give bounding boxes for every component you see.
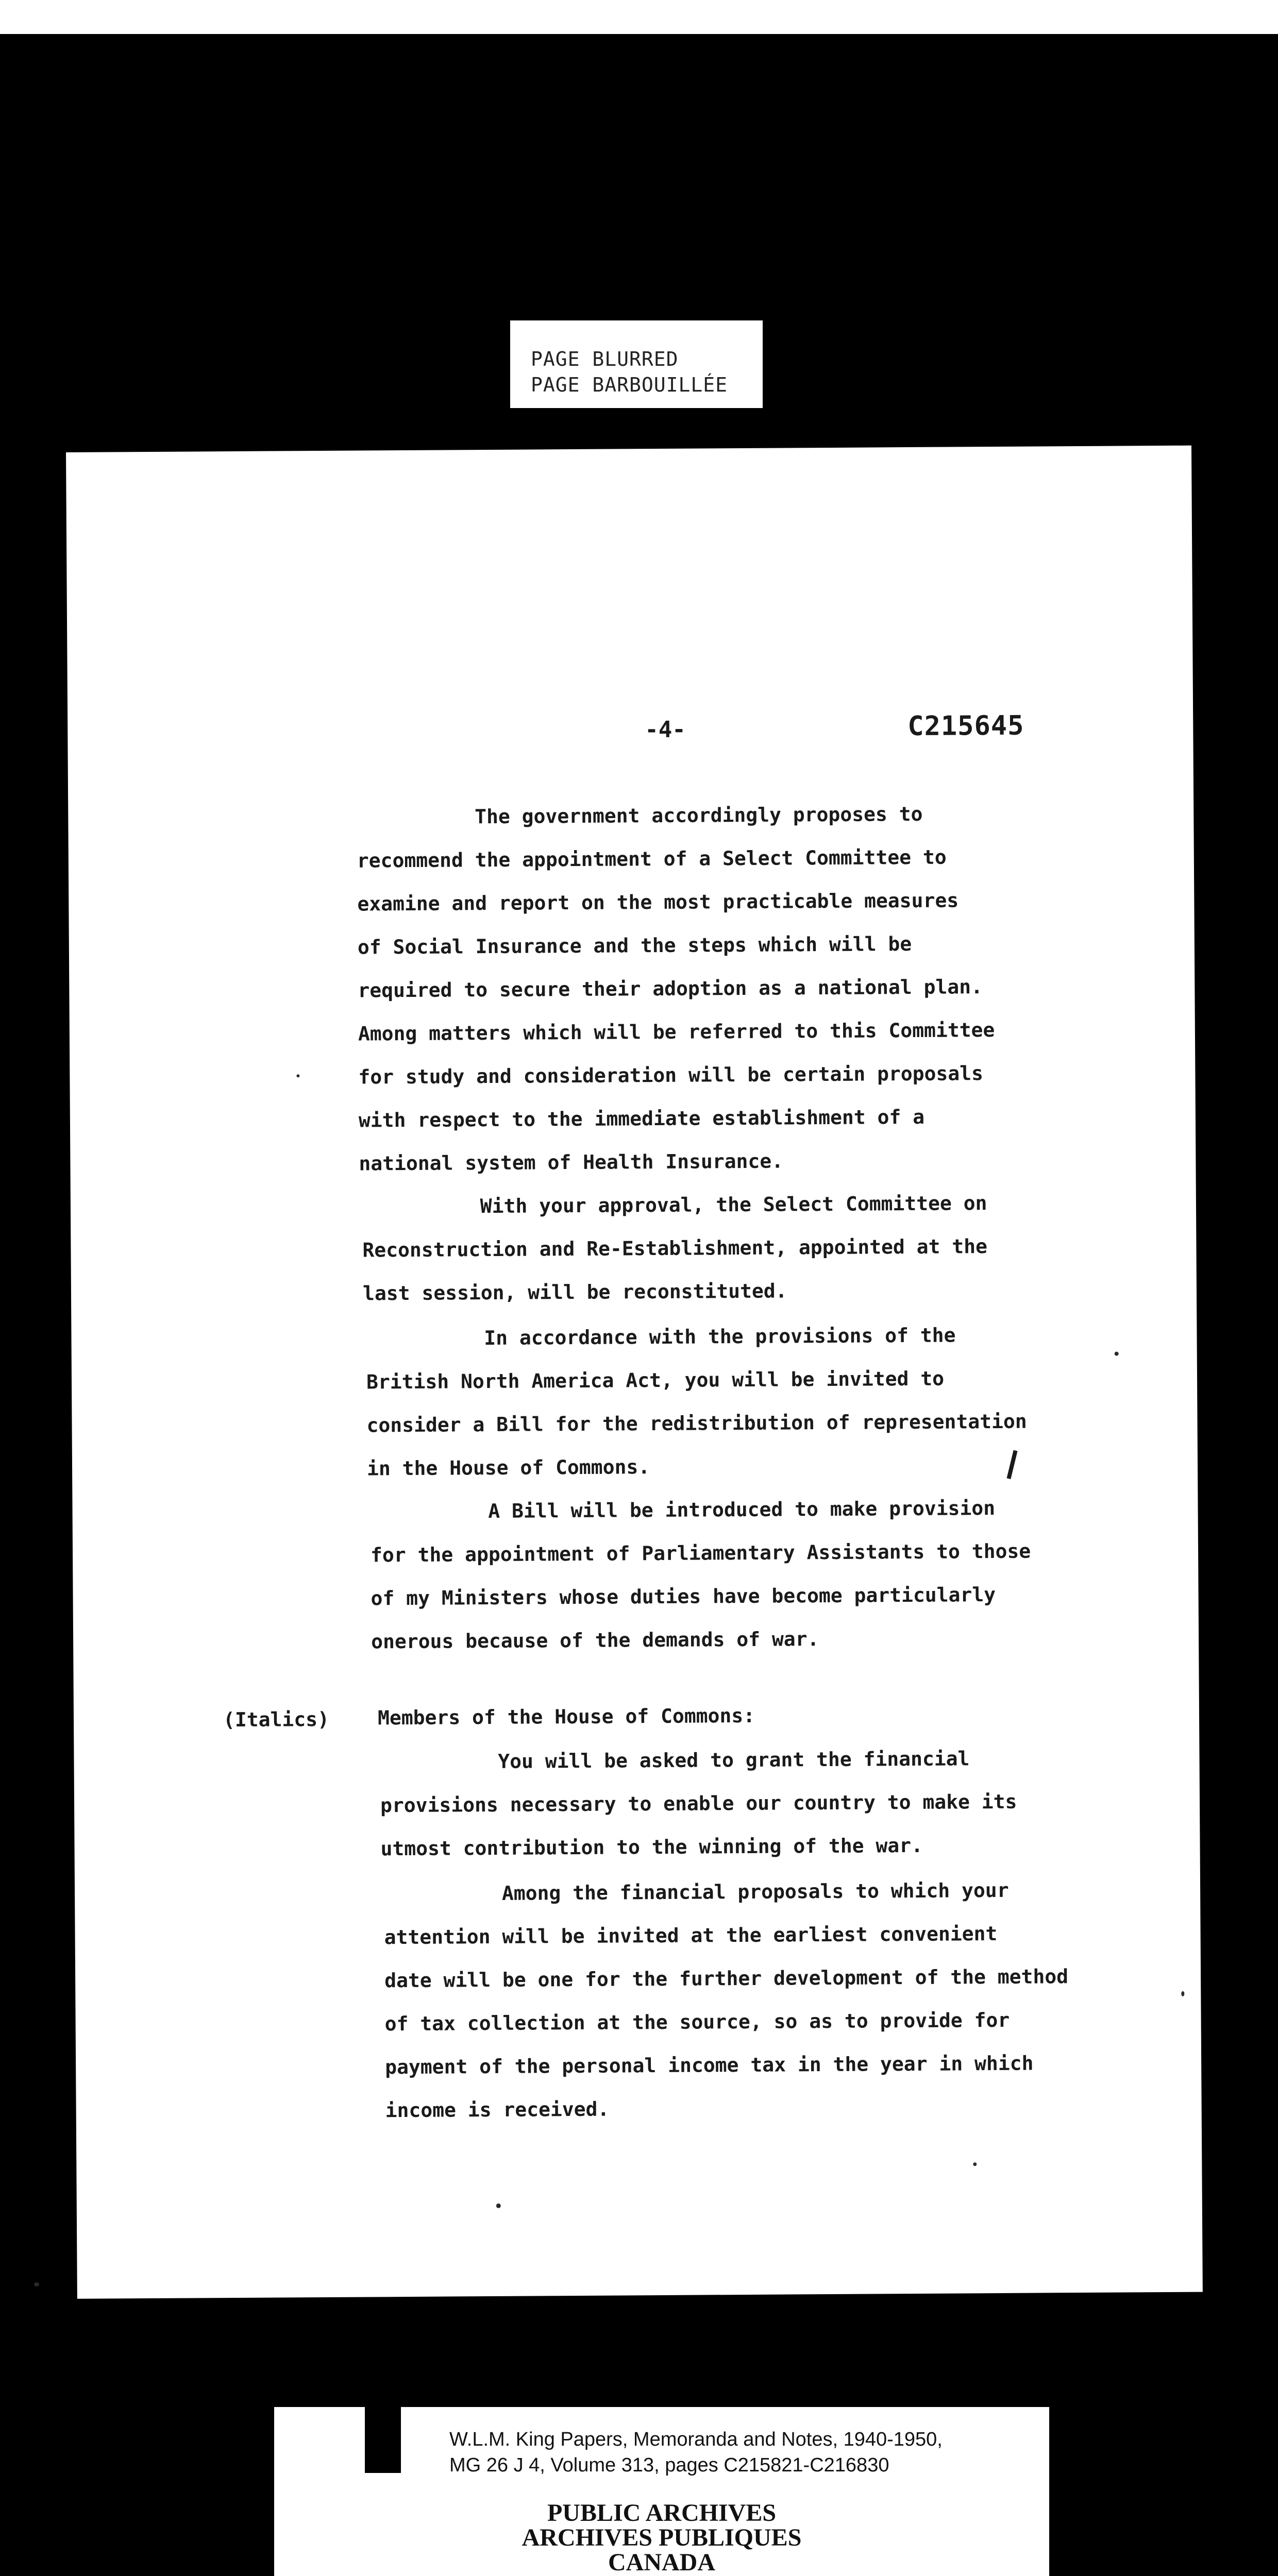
text-line: With your approval, the Select Committee on (362, 1192, 987, 1218)
label-notch-right (1055, 2407, 1086, 2473)
text-line: provisions necessary to enable our country to make its (380, 1790, 1017, 1817)
text-line: Reconstruction and Re-Establishment, appointed at the (362, 1235, 988, 1262)
blur-notice-english: PAGE BLURRED (531, 348, 679, 370)
text-line: payment of the personal income tax in the year in which (385, 2052, 1034, 2079)
text-line: consider a Bill for the redistribution of representation (366, 1410, 1027, 1437)
text-line: Among the financial proposals to which your (383, 1878, 1009, 1906)
blur-notice-french: PAGE BARBOUILLÉE (531, 374, 728, 396)
text-line: utmost contribution to the winning of the war. (380, 1834, 923, 1860)
text-line: The government accordingly proposes to (357, 802, 923, 829)
paragraph-social-insurance (357, 792, 996, 1185)
text-line: Among matters which will be referred to this Committee (358, 1019, 995, 1045)
document-page (66, 446, 1203, 2299)
paragraph-redistribution (366, 1313, 1027, 1490)
archive-name-french: ARCHIVES PUBLIQUES (522, 2524, 802, 2551)
ink-speck (1115, 1352, 1119, 1356)
ink-speck (973, 2162, 977, 2166)
page-number: -4- (645, 716, 686, 743)
text-line: In accordance with the provisions of the (366, 1324, 956, 1350)
text-line: of tax collection at the source, so as to provide for (384, 2008, 1010, 2036)
ink-speck (1181, 1991, 1184, 1996)
text-line: onerous because of the demands of war. (371, 1628, 819, 1653)
archive-name-english: PUBLIC ARCHIVES (547, 2499, 777, 2527)
text-line: attention will be invited at the earliest convenient (384, 1922, 998, 1949)
ink-speck (496, 2204, 501, 2208)
text-line: Members of the House of Commons: (377, 1704, 755, 1730)
text-line: required to secure their adoption as a national plan. (358, 975, 983, 1002)
text-line: British North America Act, you will be invited to (366, 1367, 945, 1394)
text-line: national system of Health Insurance. (359, 1149, 784, 1175)
text-line: income is received. (385, 2097, 610, 2122)
archive-name (274, 2501, 1049, 2575)
text-line: for study and consideration will be certain proposals (358, 1062, 984, 1089)
paragraph-parliamentary-assistants (370, 1486, 1031, 1664)
paragraph-financial-provisions (380, 1737, 1017, 1871)
paragraph-tax-collection (384, 1868, 1069, 2132)
text-line: date will be one for the further development of the method (384, 1965, 1069, 1992)
heading-members-of-commons (378, 1694, 755, 1739)
text-line: of my Ministers whose duties have become particularly (371, 1583, 996, 1610)
paragraph-reconstruction (362, 1181, 988, 1315)
citation-line: W.L.M. King Papers, Memoranda and Notes, 1940-1950, (449, 2429, 943, 2450)
text-line: examine and report on the most practicable measures (357, 889, 959, 916)
ink-speck (34, 2282, 39, 2286)
text-line: recommend the appointment of a Select Committee to (357, 845, 947, 872)
blurred-page-notice (510, 320, 763, 408)
text-line: You will be asked to grant the financial (380, 1747, 970, 1774)
citation-text (449, 2427, 943, 2478)
margin-note-italics: (Italics) (223, 1707, 330, 1732)
label-notch-left (365, 2407, 401, 2473)
document-code: C215645 (907, 710, 1024, 742)
text-line: for the appointment of Parliamentary Assistants to those (370, 1539, 1031, 1567)
document-body (66, 446, 1203, 2299)
citation-line: MG 26 J 4, Volume 313, pages C215821-C216830 (449, 2454, 889, 2476)
text-line: last session, will be reconstituted. (362, 1279, 787, 1305)
text-line: of Social Insurance and the steps which will be (357, 932, 912, 959)
text-line: in the House of Commons. (366, 1455, 650, 1480)
ink-speck (296, 1074, 299, 1077)
top-border-strip (0, 0, 1278, 34)
archive-citation-label (274, 2407, 1049, 2576)
archive-country: CANADA (608, 2549, 715, 2576)
text-line: A Bill will be introduced to make provision (370, 1497, 996, 1523)
text-line: with respect to the immediate establishment of a (358, 1105, 925, 1132)
